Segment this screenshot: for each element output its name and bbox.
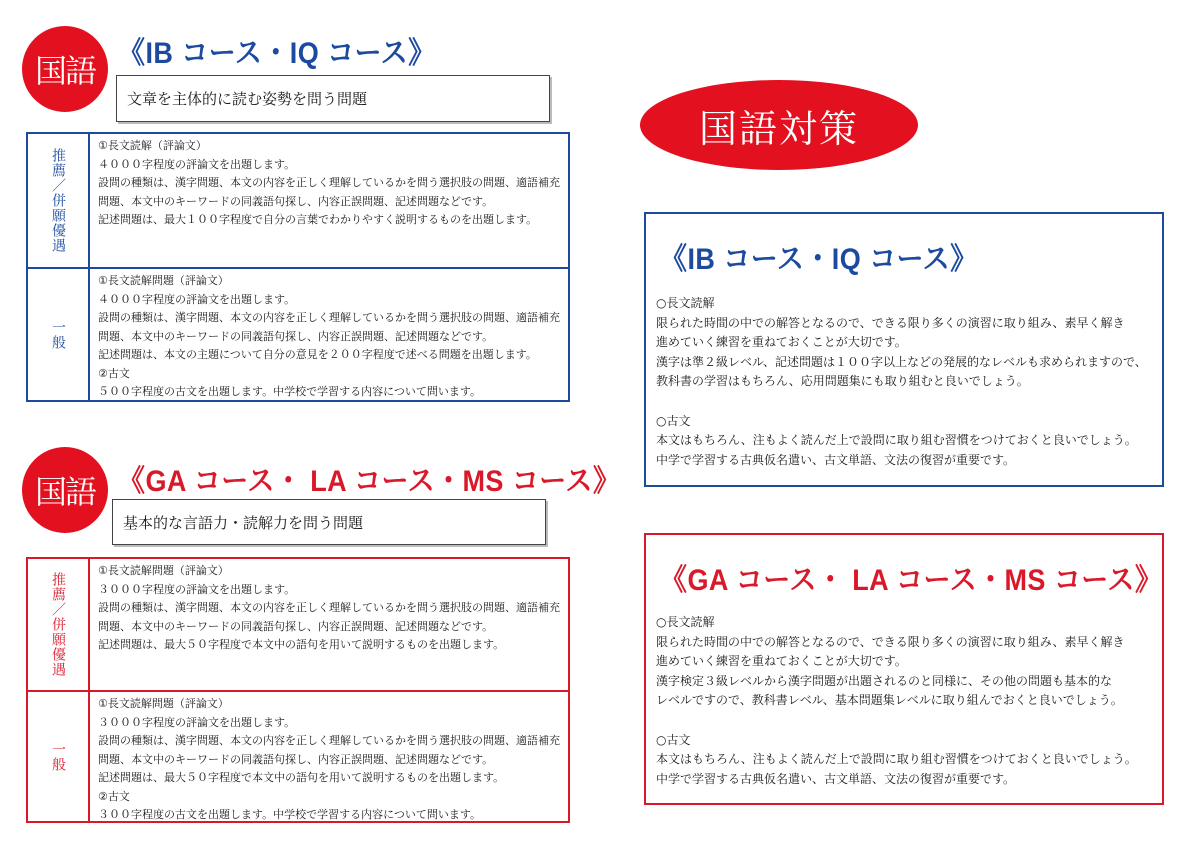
section2-row-ippan <box>28 692 568 821</box>
section1-row-ippan-content: ①長文読解問題（評論文） ４０００字程度の評論文を出題します。 設問の種類は、漢字問題、本文の内容を正しく理解しているかを問う選択肢の問題、適語補充 問題、本文中のキーワードの同義語句探し、内容正誤問題、記述問題などです。 記述問題は、本文の主題について自分の意見を２００字程度で述べる問題を出題します。 ②古文 ５００字程度の古文を出題します。中学校で学習する内容について問います。 <box>98 274 560 398</box>
right-box2-body: ○長文読解 限られた時間の中での解答となるので、できる限り多くの演習に取り組み、素早く解き 進めていく練習を重ねておくことが大切です。 漢字検定３級レベルから漢字問題が出題されるのと同様に、その他の問題も基本的な レベルですので、教科書レベル、基本問題集レベルに取り組んでおくと良いでしょう。 ○古文 本文はもちろん、注もよく読んだ上で設問に取り組む習慣をつけておくと良いでしょう。 中学で学習する古典仮名遣い、古文単語、文法の復習が重要です。 <box>656 615 1137 786</box>
section2-row-ippan-label: 一般 <box>28 692 90 821</box>
kokugo-badge-1-text: 国語 <box>34 52 95 90</box>
section1-subtitle: 文章を主体的に読む姿勢を問う問題 <box>116 75 550 122</box>
section1-title: 《IB コース・IQ コース》 <box>118 37 436 70</box>
right-box-ga-la-ms <box>644 533 1164 805</box>
kokugo-badge-2-text: 国語 <box>34 473 95 511</box>
section1-row-suisen <box>28 134 568 269</box>
section2-row-ippan-content: ①長文読解問題（評論文） ３０００字程度の評論文を出題します。 設問の種類は、漢字問題、本文の内容を正しく理解しているかを問う選択肢の問題、適語補充 問題、本文中のキーワードの同義語句探し、内容正誤問題、記述問題などです。 記述問題は、最大５０字程度で本文中の語句を用いて説明するものを出題します。 ②古文 ３００字程度の古文を出題します。中学校で学習する内容について問います。 <box>98 697 560 821</box>
kokugo-taisaku-heading: 国語対策 <box>640 80 918 170</box>
section2-subtitle: 基本的な言語力・読解力を問う問題 <box>112 499 546 545</box>
kokugo-badge-1 <box>22 26 108 112</box>
right-box1-title: 《IB コース・IQ コース》 <box>660 243 978 276</box>
section2-title: 《GA コース・ LA コース・MS コース》 <box>118 465 621 498</box>
right-box-ib-iq <box>644 212 1164 487</box>
section2-row-suisen-content: ①長文読解問題（評論文） ３０００字程度の評論文を出題します。 設問の種類は、漢字問題、本文の内容を正しく理解しているかを問う選択肢の問題、適語補充 問題、本文中のキーワードの同義語句探し、内容正誤問題、記述問題などです。 記述問題は、最大５０字程度で本文中の語句を用いて説明するものを出題します。 <box>98 564 560 651</box>
section1-row-suisen-label: 推薦／併願優遇 <box>28 134 90 267</box>
section2-row-suisen <box>28 559 568 692</box>
section2-row-suisen-label: 推薦／併願優遇 <box>28 559 90 690</box>
section1-table <box>26 132 570 402</box>
right-box1-body: ○長文読解 限られた時間の中での解答となるので、できる限り多くの演習に取り組み、素早く解き 進めていく練習を重ねておくことが大切です。 漢字は準２級レベル、記述問題は１００字以上などの発展的なレベルも求められますので、 教科書の学習はもちろん、応用問題集にも取り組むと良いでしょう。 ○古文 本文はもちろん、注もよく読んだ上で設問に取り組む習慣をつけておくと良いでしょう。 中学で学習する古典仮名遣い、古文単語、文法の復習が重要です。 <box>656 296 1147 467</box>
kokugo-badge-2 <box>22 447 108 533</box>
section2-table <box>26 557 570 823</box>
right-box2-title: 《GA コース・ LA コース・MS コース》 <box>660 564 1163 597</box>
section1-row-ippan <box>28 269 568 400</box>
section1-row-suisen-content: ①長文読解（評論文） ４０００字程度の評論文を出題します。 設問の種類は、漢字問題、本文の内容を正しく理解しているかを問う選択肢の問題、適語補充 問題、本文中のキーワードの同義語句探し、内容正誤問題、記述問題などです。 記述問題は、最大１００字程度で自分の言葉でわかりやすく説明するものを出題します。 <box>98 139 560 226</box>
section1-row-ippan-label: 一般 <box>28 269 90 400</box>
